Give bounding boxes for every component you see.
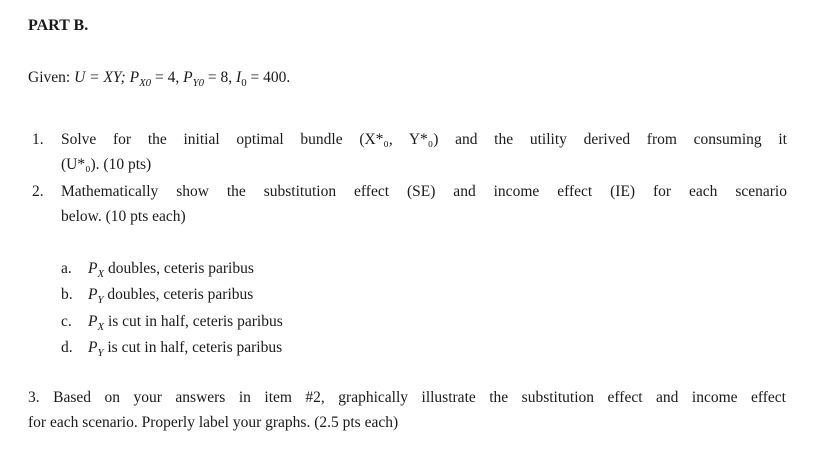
price-x0-subscript: X0 bbox=[139, 77, 152, 90]
scenario-d-var-sub: Y bbox=[97, 347, 104, 360]
scenario-d-label: d. bbox=[61, 339, 73, 356]
scenario-b-var: P bbox=[88, 286, 98, 303]
scenario-c-label: c. bbox=[61, 313, 72, 330]
scenario-c-var: P bbox=[88, 313, 98, 330]
price-y0-symbol: P bbox=[183, 69, 193, 86]
scenario-c-var-sub: X bbox=[97, 321, 105, 334]
question-2-number: 2. bbox=[32, 183, 44, 200]
scenario-a-var: P bbox=[88, 260, 98, 277]
scenario-a-var-sub: X bbox=[97, 268, 105, 281]
scenario-a-text: doubles, ceteris paribus bbox=[107, 260, 254, 277]
question-3-line-2: for each scenario. Properly label your graphs. (2.5 pts each) bbox=[28, 414, 399, 431]
scenario-c bbox=[61, 312, 283, 332]
scenario-a-label: a. bbox=[61, 260, 72, 277]
question-1-line-1: Solve for the initial optimal bundle (X*₀, Y*₀) and the utility derived from consuming it bbox=[61, 131, 787, 148]
income-subscript: 0 bbox=[241, 77, 247, 90]
given-label: Given: bbox=[28, 69, 71, 86]
scenario-c-text: is cut in half, ceteris paribus bbox=[107, 313, 283, 330]
scenario-b bbox=[61, 285, 253, 305]
scenario-d-var: P bbox=[88, 339, 98, 356]
utility-function: U = XY; bbox=[74, 69, 126, 86]
question-1-number: 1. bbox=[32, 131, 44, 148]
scenario-d bbox=[61, 338, 282, 358]
question-3-line-1: 3. Based on your answers in item #2, graphically illustrate the substitution effect and income effect bbox=[28, 389, 786, 406]
price-x0-symbol: P bbox=[129, 69, 140, 86]
price-y0-subscript: Y0 bbox=[192, 77, 205, 90]
income-value: = 400. bbox=[250, 69, 291, 86]
scenario-b-label: b. bbox=[61, 286, 73, 303]
price-y0-value: = 8, bbox=[207, 69, 233, 86]
question-2-line-1: Mathematically show the substitution effect (SE) and income effect (IE) for each scenario bbox=[61, 183, 787, 200]
section-heading: PART B. bbox=[28, 17, 89, 34]
price-x0-value: = 4, bbox=[154, 69, 180, 86]
question-2-line-2: below. (10 pts each) bbox=[61, 208, 186, 225]
scenario-a bbox=[61, 259, 254, 279]
scenario-b-text: doubles, ceteris paribus bbox=[107, 286, 254, 303]
scenario-d-text: is cut in half, ceteris paribus bbox=[107, 339, 283, 356]
scenario-b-var-sub: Y bbox=[97, 294, 104, 307]
given-line bbox=[28, 68, 290, 88]
income-symbol: I bbox=[236, 69, 242, 86]
question-1-line-2: (U*₀). (10 pts) bbox=[61, 156, 152, 173]
